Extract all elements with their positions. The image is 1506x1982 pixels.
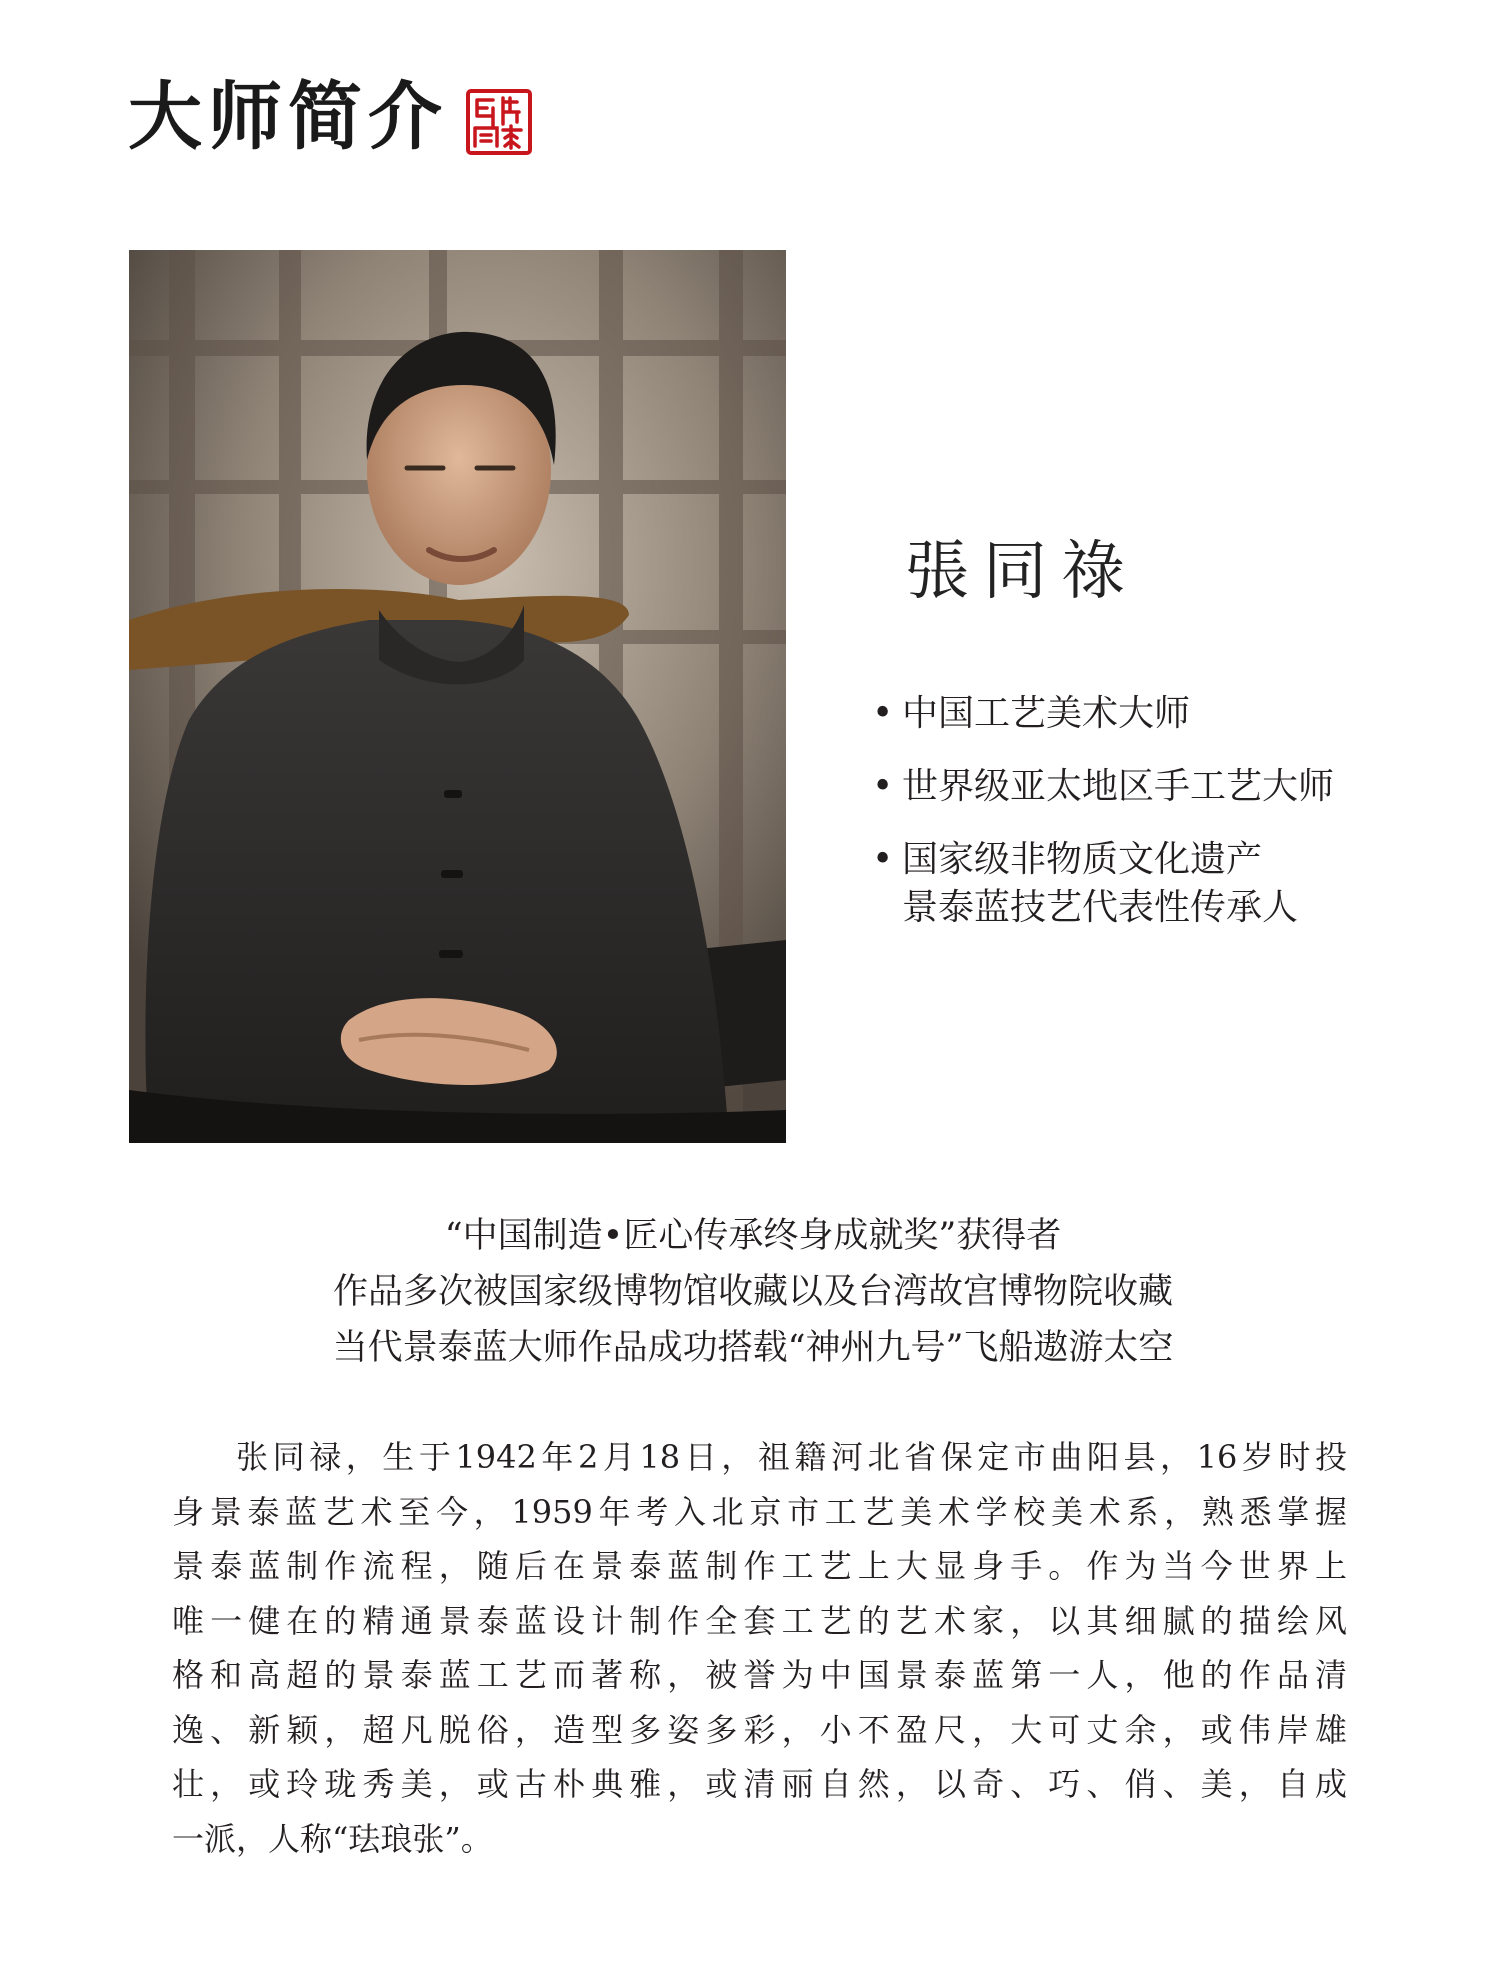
biography (172, 1430, 1347, 1866)
title-line: 景泰蓝技艺代表性传承人 (902, 887, 1299, 928)
page-title: 大师简介 (128, 74, 448, 160)
bio-line: 格和高超的景泰蓝工艺而著称，被誉为中国景泰蓝第一人，他的作品清 (172, 1656, 1347, 1694)
title-item (870, 763, 1334, 811)
honor-line: 作品多次被国家级博物馆收藏以及台湾故宫博物院收藏 (332, 1272, 1173, 1312)
honor-titles-list (870, 690, 1334, 957)
bio-line: 逸、新颖，超凡脱俗，造型多姿多彩，小不盈尺，大可丈余，或伟岸雄 (172, 1710, 1347, 1749)
title-line: 中国工艺美术大师 (902, 693, 1191, 734)
title-line: 世界级亚太地区手工艺大师 (902, 766, 1335, 807)
title-line: 国家级非物质文化遗产 (902, 839, 1263, 880)
bio-line: 一派，人称“珐琅张”。 (172, 1819, 493, 1858)
bullet-icon: • (872, 839, 894, 880)
bio-line: 壮，或玲珑秀美，或古朴典雅，或清丽自然，以奇、巧、俏、美，自成 (172, 1765, 1347, 1803)
portrait-photo (129, 250, 786, 1143)
bio-line: 张同禄，生于1942年2月18日，祖籍河北省保定市曲阳县，16岁时投 (236, 1438, 1347, 1476)
honors-block (0, 1208, 1506, 1376)
title-item (870, 836, 1334, 932)
bio-line: 身景泰蓝艺术至今，1959年考入北京市工艺美术学校美术系，熟悉掌握 (172, 1492, 1347, 1531)
honor-line: “中国制造•匠心传承终身成就奖”获得者 (444, 1216, 1062, 1256)
bullet-icon: • (872, 693, 894, 734)
bio-line: 唯一健在的精通景泰蓝设计制作全套工艺的艺术家，以其细腻的描绘风 (172, 1601, 1347, 1640)
honor-line: 当代景泰蓝大师作品成功搭载“神州九号”飞船遨游太空 (332, 1328, 1174, 1368)
title-item (870, 690, 1334, 738)
master-name: 張同祿 (905, 535, 1139, 609)
seal-stamp (465, 88, 533, 156)
bullet-icon: • (872, 766, 894, 807)
bio-line: 景泰蓝制作流程，随后在景泰蓝制作工艺上大显身手。作为当今世界上 (172, 1547, 1347, 1585)
